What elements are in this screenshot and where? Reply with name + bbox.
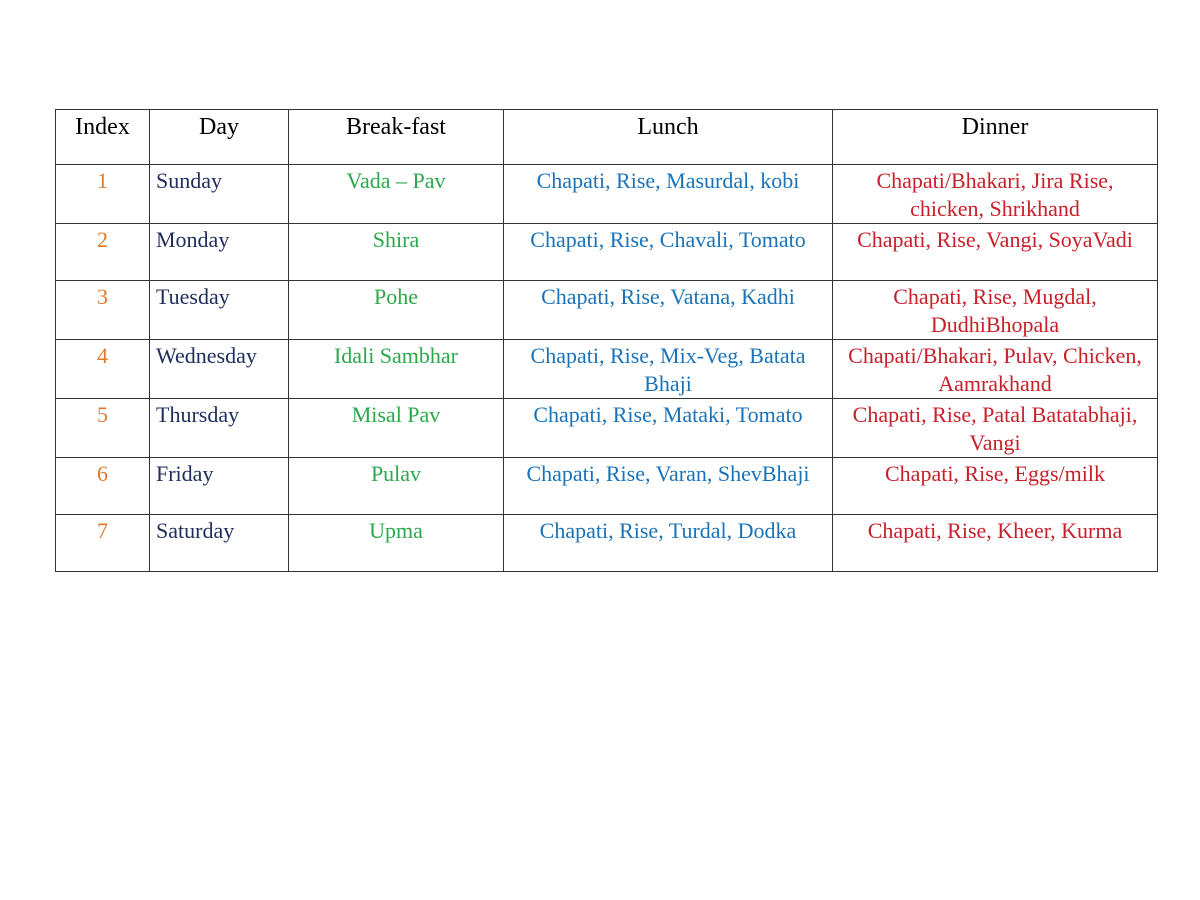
dinner-cell: Chapati, Rise, Kheer, Kurma xyxy=(833,515,1158,572)
index-cell: 6 xyxy=(56,458,150,515)
breakfast-cell: Upma xyxy=(289,515,504,572)
day-cell: Monday xyxy=(150,224,289,281)
header-day: Day xyxy=(150,110,289,165)
index-cell: 3 xyxy=(56,281,150,340)
breakfast-cell: Idali Sambhar xyxy=(289,340,504,399)
header-row xyxy=(56,110,1158,165)
table-body xyxy=(56,165,1158,572)
index-cell: 2 xyxy=(56,224,150,281)
dinner-cell: Chapati/Bhakari, Jira Rise, chicken, Shrikhand xyxy=(833,165,1158,224)
day-cell: Friday xyxy=(150,458,289,515)
breakfast-cell: Shira xyxy=(289,224,504,281)
weekly-menu-table xyxy=(55,109,1158,572)
day-cell: Sunday xyxy=(150,165,289,224)
dinner-cell: Chapati, Rise, Eggs/milk xyxy=(833,458,1158,515)
day-cell: Saturday xyxy=(150,515,289,572)
lunch-cell: Chapati, Rise, Mataki, Tomato xyxy=(504,399,833,458)
breakfast-cell: Vada – Pav xyxy=(289,165,504,224)
breakfast-cell: Pulav xyxy=(289,458,504,515)
table-row xyxy=(56,340,1158,399)
day-cell: Wednesday xyxy=(150,340,289,399)
table-row xyxy=(56,165,1158,224)
lunch-cell: Chapati, Rise, Vatana, Kadhi xyxy=(504,281,833,340)
lunch-cell: Chapati, Rise, Varan, ShevBhaji xyxy=(504,458,833,515)
breakfast-cell: Pohe xyxy=(289,281,504,340)
header-dinner: Dinner xyxy=(833,110,1158,165)
lunch-cell: Chapati, Rise, Turdal, Dodka xyxy=(504,515,833,572)
header-breakfast: Break-fast xyxy=(289,110,504,165)
day-cell: Thursday xyxy=(150,399,289,458)
index-cell: 1 xyxy=(56,165,150,224)
breakfast-cell: Misal Pav xyxy=(289,399,504,458)
table-header xyxy=(56,110,1158,165)
lunch-cell: Chapati, Rise, Mix-Veg, Batata Bhaji xyxy=(504,340,833,399)
index-cell: 5 xyxy=(56,399,150,458)
dinner-cell: Chapati/Bhakari, Pulav, Chicken, Aamrakhand xyxy=(833,340,1158,399)
dinner-cell: Chapati, Rise, Vangi, SoyaVadi xyxy=(833,224,1158,281)
table-row xyxy=(56,458,1158,515)
table-row xyxy=(56,224,1158,281)
table-row xyxy=(56,399,1158,458)
header-lunch: Lunch xyxy=(504,110,833,165)
dinner-cell: Chapati, Rise, Patal Batatabhaji, Vangi xyxy=(833,399,1158,458)
day-cell: Tuesday xyxy=(150,281,289,340)
lunch-cell: Chapati, Rise, Chavali, Tomato xyxy=(504,224,833,281)
header-index: Index xyxy=(56,110,150,165)
table-row xyxy=(56,515,1158,572)
index-cell: 7 xyxy=(56,515,150,572)
index-cell: 4 xyxy=(56,340,150,399)
lunch-cell: Chapati, Rise, Masurdal, kobi xyxy=(504,165,833,224)
dinner-cell: Chapati, Rise, Mugdal, DudhiBhopala xyxy=(833,281,1158,340)
table-row xyxy=(56,281,1158,340)
